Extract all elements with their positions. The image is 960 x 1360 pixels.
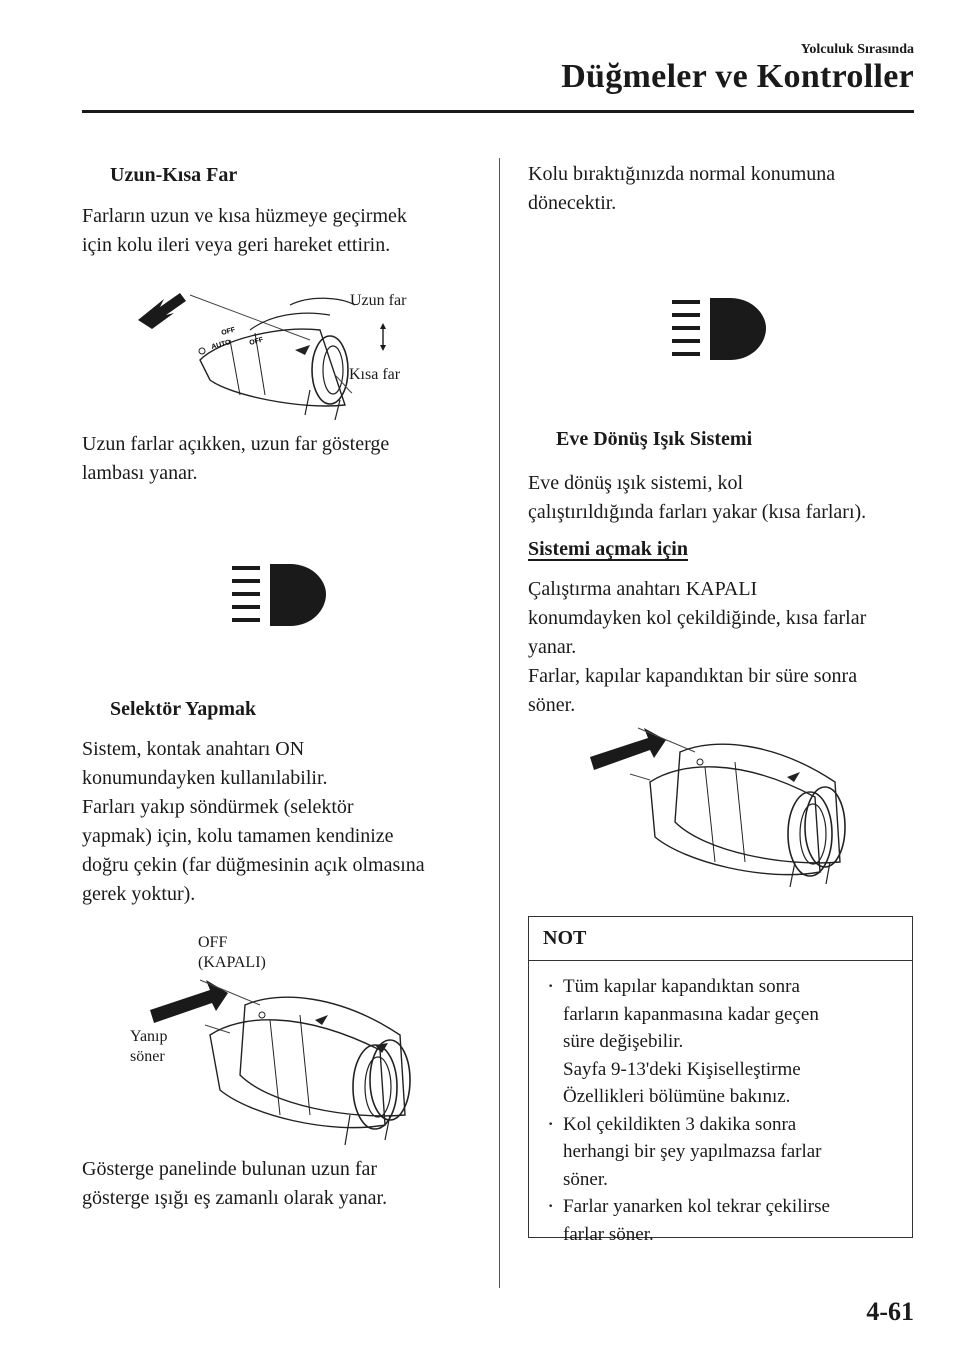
note-box <box>528 916 913 1245</box>
header-rule <box>82 110 914 113</box>
note-title: NOT <box>529 917 912 961</box>
turn-arrow-icon <box>295 345 310 355</box>
auto-light-icon-3 <box>697 759 703 765</box>
switch-auto-mark: AUTO <box>210 339 232 351</box>
chapter-title: Düğmeler ve Kontroller <box>561 58 914 95</box>
heading-flash: Selektör Yapmak <box>110 698 257 720</box>
label-flash: Yanıp söner <box>130 1028 168 1065</box>
note-item-2: · Kol çekildikten 3 dakika sonra herhangi bir şey yapılmazsa farlar söner. <box>553 1111 902 1194</box>
auto-light-icon-2 <box>259 1012 265 1018</box>
figure-flash-lever <box>150 975 460 1150</box>
figure-coming-home-lever <box>590 722 870 892</box>
label-off: OFF (KAPALI) <box>198 934 266 971</box>
paragraph-flash: Sistem, kontak anahtarı ON konumundayken kullanılabilir. Farları yakıp söndürmek (selektör yapmak) için, kolu tamamen kendinize doğru çekin (far düğmesinin açık olmasına gerek yoktur). <box>82 738 425 905</box>
paragraph-indicator: Uzun farlar açıkken, uzun far gösterge lambası yanar. <box>82 433 390 484</box>
note-item-3: · Farlar yanarken kol tekrar çekilirse farlar söner. <box>553 1193 902 1248</box>
paragraph-indicator-flash: Gösterge panelinde bulunan uzun far gösterge ışığı eş zamanlı olarak yanar. <box>82 1158 388 1209</box>
note-list <box>529 961 912 1248</box>
label-high-beam: Uzun far <box>350 292 407 309</box>
note-item-1: · Tüm kapılar kapandıktan sonra farların kapanmasına kadar geçen süre değişebilir. Sayfa 9-13'deki Kişiselleştirme Özellikleri bölümüne bakınız. <box>553 973 902 1111</box>
turn-arrow-icon-4 <box>787 772 800 782</box>
turn-arrow-icon-2 <box>315 1015 328 1025</box>
up-down-arrow-icon <box>380 323 386 351</box>
page-number: 4-61 <box>866 1297 914 1326</box>
subheading-turn-on: Sistemi açmak için <box>528 538 688 560</box>
paragraph-turn-on: Çalıştırma anahtarı KAPALI konumdayken kol çekildiğinde, kısa farlar yanar. Farlar, kapılar kapandıktan bir süre sonra söner. <box>528 578 867 716</box>
paragraph-beam-switch: Farların uzun ve kısa hüzmeye geçirmek için kolu ileri veya geri hareket ettirin. <box>82 205 407 256</box>
high-beam-indicator-icon-2 <box>672 294 772 364</box>
heading-coming-home: Eve Dönüş Işık Sistemi <box>556 428 753 450</box>
switch-off-mark: OFF <box>220 326 237 337</box>
switch-off-mark-2: OFF <box>248 336 265 347</box>
column-divider <box>499 158 500 1288</box>
paragraph-release: Kolu bıraktığınızda normal konumuna dönecektir. <box>528 163 836 214</box>
pull-arrow-icon-2 <box>590 728 666 770</box>
auto-light-icon <box>199 348 205 354</box>
high-beam-indicator-icon <box>232 560 332 630</box>
label-low-beam: Kısa far <box>349 366 401 383</box>
paragraph-coming-home: Eve dönüş ışık sistemi, kol çalıştırıldığında farları yakar (kısa farları). <box>528 472 867 523</box>
forward-arrow-icon <box>138 293 186 329</box>
heading-high-low-beam: Uzun-Kısa Far <box>110 164 238 186</box>
section-label: Yolculuk Sırasında <box>800 42 914 57</box>
